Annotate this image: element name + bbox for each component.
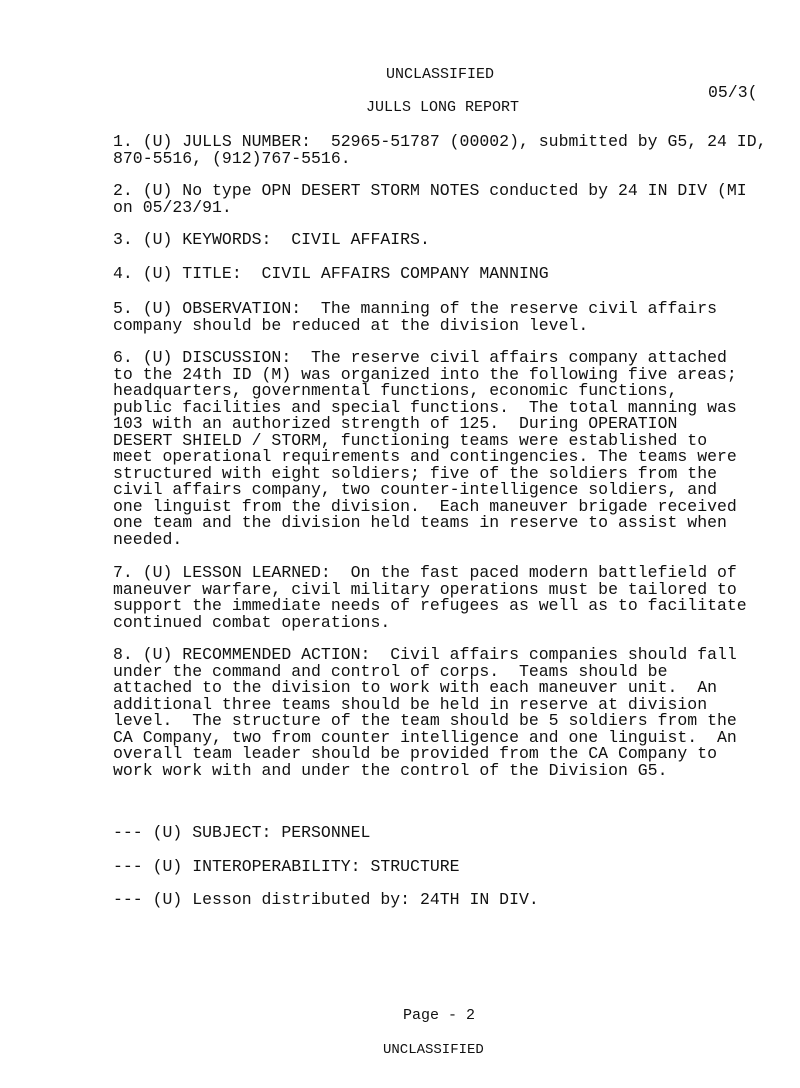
paragraph-line: on 05/23/91. [113, 197, 232, 217]
paragraph-line: 870-5516, (912)767-5516. [113, 148, 351, 168]
paragraph-line: civil affairs company, two counter-intelligence soldiers, and [113, 480, 717, 499]
paragraph-line: DESERT SHIELD / STORM, functioning teams were established to [113, 430, 708, 450]
paragraph-line: headquarters, governmental functions, economic functions, [113, 381, 678, 400]
paragraph-line: company should be reduced at the division level. [113, 315, 589, 335]
paragraph-line: level. The structure of the team should be 5 soldiers from the [113, 711, 737, 730]
paragraph-line: structured with eight soldiers; five of the soldiers from the [113, 463, 717, 483]
paragraph-line: 4. (U) TITLE: CIVIL AFFAIRS COMPANY MANNING [113, 264, 549, 283]
paragraph-line: additional three teams should be held in reserve at division [113, 694, 708, 714]
report-date: 05/3( [708, 83, 758, 102]
paragraph-line: overall team leader should be provided from the CA Company to [113, 744, 717, 763]
paragraph-line: meet operational requirements and contingencies. The teams were [113, 447, 737, 466]
paragraph-8 [113, 647, 737, 779]
paragraph-1 [113, 134, 767, 167]
paragraph-line: continued combat operations. [113, 612, 391, 632]
report-title: JULLS LONG REPORT [366, 99, 520, 116]
paragraph-line: 3. (U) KEYWORDS: CIVIL AFFAIRS. [113, 230, 430, 249]
paragraph-line: maneuver warfare, civil military operations must be tailored to [113, 579, 737, 599]
paragraph-2 [113, 183, 747, 216]
paragraph-7 [113, 565, 747, 631]
page-number: Page - 2 [403, 1007, 476, 1024]
paragraph-line: 6. (U) DISCUSSION: The reserve civil affairs company attached [113, 348, 727, 367]
paragraph-6 [113, 350, 737, 548]
paragraph-line: public facilities and special functions. The total manning was [113, 397, 737, 417]
paragraph-line: 5. (U) OBSERVATION: The manning of the reserve civil affairs [113, 299, 717, 318]
paragraph-line: 103 with an authorized strength of 125. During OPERATION [113, 414, 678, 433]
paragraph-5 [113, 301, 717, 334]
classification-footer: UNCLASSIFIED [383, 1042, 484, 1058]
footnote-subject: --- (U) SUBJECT: PERSONNEL [113, 823, 371, 842]
paragraph-line: support the immediate needs of refugees as well as to facilitate [113, 596, 747, 615]
paragraph-line: to the 24th ID (M) was organized into the following five areas; [113, 364, 737, 384]
paragraph-line: 1. (U) JULLS NUMBER: 52965-51787 (00002), submitted by G5, 24 ID, [113, 132, 767, 151]
paragraph-line: attached to the division to work with each maneuver unit. An [113, 678, 717, 697]
paragraph-3 [113, 232, 430, 249]
paragraph-line: under the command and control of corps. Teams should be [113, 661, 668, 681]
paragraph-line: CA Company, two from counter intelligence and one linguist. An [113, 727, 737, 747]
paragraph-line: 2. (U) No type OPN DESERT STORM NOTES conducted by 24 IN DIV (MI [113, 181, 747, 200]
footnote-distribution: --- (U) Lesson distributed by: 24TH IN DIV. [113, 890, 539, 909]
paragraph-line: work work with and under the control of the Division G5. [113, 760, 668, 780]
paragraph-line: 8. (U) RECOMMENDED ACTION: Civil affairs companies should fall [113, 645, 737, 664]
paragraph-line: one linguist from the division. Each maneuver brigade received [113, 496, 737, 516]
classification-header: UNCLASSIFIED [386, 66, 495, 83]
paragraph-line: one team and the division held teams in reserve to assist when [113, 513, 727, 532]
paragraph-line: 7. (U) LESSON LEARNED: On the fast paced modern battlefield of [113, 563, 737, 582]
footnote-interoperability: --- (U) INTEROPERABILITY: STRUCTURE [113, 857, 460, 876]
paragraph-line: needed. [113, 529, 183, 549]
paragraph-4 [113, 266, 549, 283]
